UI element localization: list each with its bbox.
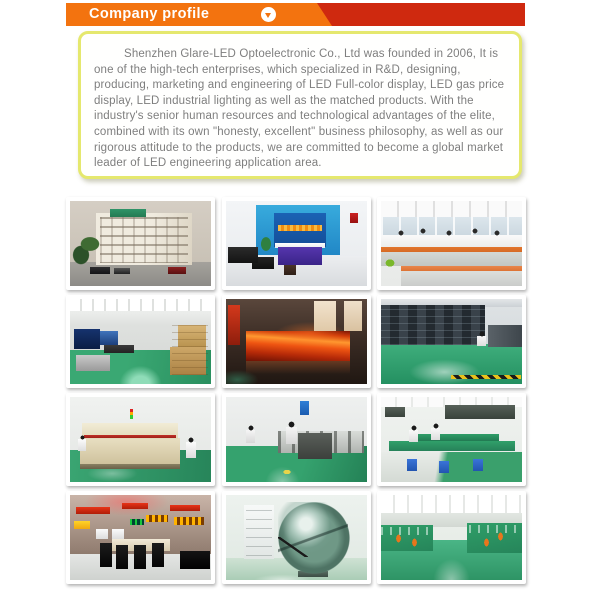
photo-frame — [66, 491, 215, 584]
photo-frame — [66, 393, 215, 486]
header-accent-stripe — [317, 3, 525, 26]
photo-smt-reflow-oven-line — [70, 397, 211, 482]
photo-workshop-conveyor-line — [381, 397, 522, 482]
chevron-triangle — [265, 13, 271, 18]
photo-frame — [222, 393, 371, 486]
photo-frame — [377, 491, 526, 584]
section-title: Company profile — [89, 6, 210, 22]
photo-frame — [66, 197, 215, 290]
company-profile-text-box — [78, 31, 522, 179]
company-profile-paragraph: Shenzhen Glare-LED Optoelectronic Co., Ltd was founded in 2006, It is one of the high-tech enterprises, which specialized in R&D, designing, producing, marketing and engineering of LED Full-color display, LED gas price display, LED industrial lighting as well as the matched products. With the industry's senior human resources and technological advantages of the elite, combined with its own "honesty, excellent" business philosophy, as well as our rigorous attitude to the products, we are committed to become a global market leader of LED engineering application area. — [94, 48, 505, 170]
photo-gallery — [66, 197, 526, 584]
photo-frame — [222, 295, 371, 388]
photo-frame — [66, 295, 215, 388]
photo-frame — [222, 491, 371, 584]
photo-production-line-workers — [381, 495, 522, 580]
photo-led-module-aging-room — [381, 299, 522, 384]
section-header-bar[interactable] — [66, 3, 526, 26]
photo-led-sign-demo-room — [70, 495, 211, 580]
header-title-bar — [66, 3, 332, 26]
photo-integrating-sphere-lab — [226, 495, 367, 580]
photo-factory-building-exterior — [70, 201, 211, 286]
photo-production-hall-packing — [70, 299, 211, 384]
photo-reception-lobby — [226, 201, 367, 286]
photo-frame — [222, 197, 371, 290]
photo-open-plan-office — [381, 201, 522, 286]
chevron-down-icon[interactable] — [261, 7, 276, 22]
photo-frame — [377, 295, 526, 388]
photo-frame — [377, 197, 526, 290]
photo-frame — [377, 393, 526, 486]
photo-assembly-machine-line — [226, 397, 367, 482]
photo-led-display-showroom-dark — [226, 299, 367, 384]
